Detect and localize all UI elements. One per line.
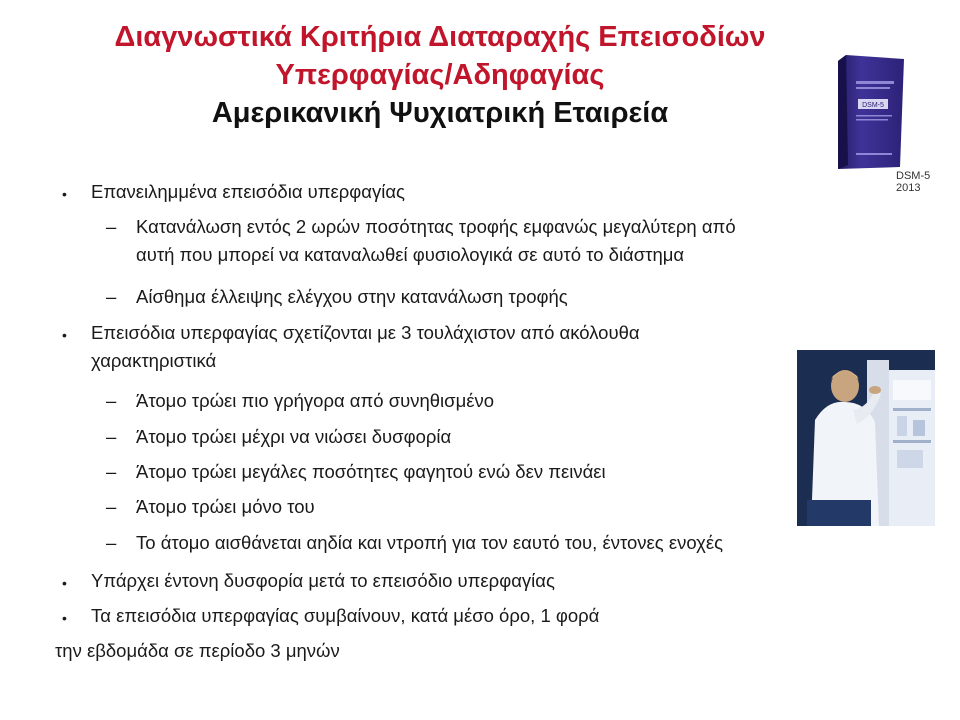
sub-1-2: Αίσθημα έλλειψης ελέγχου στην κατανάλωση τροφής (136, 286, 568, 307)
bullet-1-marker: • (62, 186, 67, 202)
bullet-4-continuation: την εβδομάδα σε περίοδο 3 μηνών (55, 640, 340, 661)
sub-1-2-marker: – (106, 286, 117, 307)
book-caption-title: DSM-5 (896, 170, 931, 182)
bullet-4: Τα επεισόδια υπερφαγίας συμβαίνουν, κατά μέσο όρο, 1 φορά (91, 605, 600, 626)
title-line-3: Αμερικανική Ψυχιατρική Εταιρεία (211, 97, 669, 129)
sub-2-3-marker: – (106, 461, 117, 482)
bullet-1: Επανειλημμένα επεισόδια υπερφαγίας (91, 181, 405, 202)
sub-2-1-marker: – (106, 390, 117, 411)
bullet-3: Υπάρχει έντονη δυσφορία μετά το επεισόδιο υπερφαγίας (91, 570, 555, 591)
bullet-2-line-2: χαρακτηριστικά (91, 350, 217, 371)
sub-2-3: Άτομο τρώει μεγάλες ποσότητες φαγητού ενώ δεν πεινάει (136, 461, 606, 482)
sub-2-2: Άτομο τρώει μέχρι να νιώσει δυσφορία (136, 426, 452, 447)
sub-2-4-marker: – (106, 496, 117, 517)
sub-2-4: Άτομο τρώει μόνο του (136, 496, 315, 517)
sub-1-1-line-2: αυτή που μπορεί να καταναλωθεί φυσιολογικά σε αυτό το διάστημα (136, 244, 685, 265)
title-line-1: Διαγνωστικά Κριτήρια Διαταραχής Επεισοδίων (114, 21, 766, 53)
bullet-2-line-1: Επεισόδια υπερφαγίας σχετίζονται με 3 τουλάχιστον από ακόλουθα (91, 322, 640, 343)
sub-2-1: Άτομο τρώει πιο γρήγορα από συνηθισμένο (136, 390, 495, 411)
sub-2-5-marker: – (106, 532, 117, 553)
title-line-2: Υπερφαγίας/Αδηφαγίας (275, 59, 605, 91)
bullet-2-marker: • (62, 327, 67, 343)
sub-2-5: Το άτομο αισθάνεται αηδία και ντροπή για τον εαυτό του, έντονες ενοχές (136, 532, 724, 553)
bullet-3-marker: • (62, 575, 67, 591)
book-caption-year: 2013 (896, 182, 921, 194)
sub-2-2-marker: – (106, 426, 117, 447)
book-cover-text: DSM-5 (862, 102, 884, 109)
sub-1-1-marker: – (106, 216, 117, 237)
sub-1-1-line-1: Κατανάλωση εντός 2 ωρών ποσότητας τροφής εμφανώς μεγαλύτερη από (136, 216, 736, 237)
bullet-4-marker: • (62, 610, 67, 626)
